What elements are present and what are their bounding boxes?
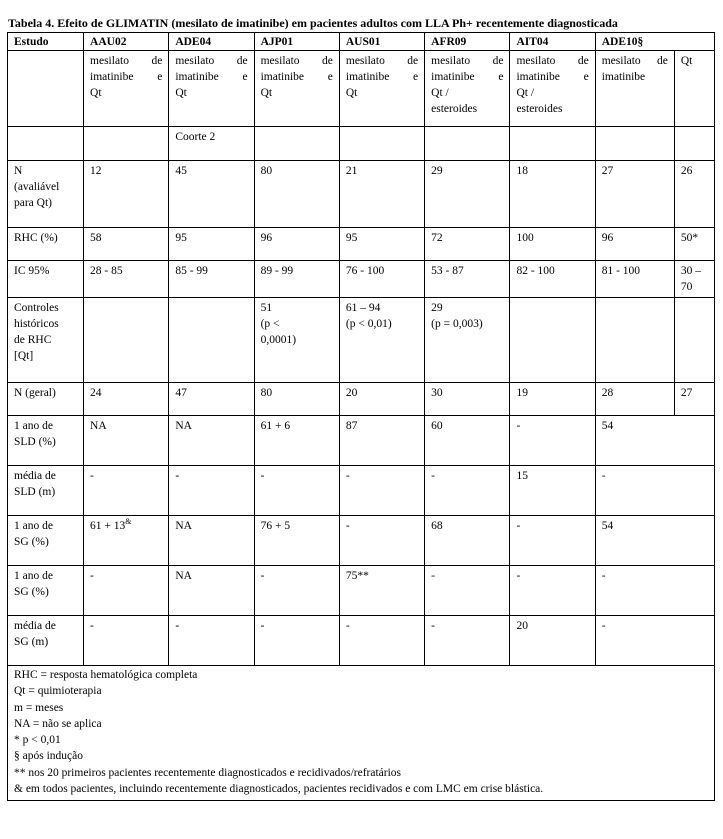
- table-cell: 89 - 99: [254, 261, 339, 298]
- header-col: ADE10§: [595, 33, 714, 51]
- table-cell: mesilato de imatinibe e Qt / esteroides: [425, 51, 510, 127]
- table-cell: 12: [84, 161, 169, 228]
- table-row: [8, 298, 715, 383]
- header-study: Estudo: [8, 33, 84, 51]
- table-cell: -: [339, 466, 424, 516]
- row-label: média de SLD (m): [8, 466, 84, 516]
- table-cell: 30: [425, 383, 510, 416]
- table-cell: mesilato de imatinibe e Qt: [339, 51, 424, 127]
- table-cell: 19: [510, 383, 595, 416]
- footnote: Qt = quimioterapia: [14, 685, 102, 698]
- table-cell: -: [595, 466, 714, 516]
- table-cell: NA: [169, 566, 254, 616]
- table-row: [8, 383, 715, 416]
- table-cell: 80: [254, 161, 339, 228]
- table-cell: -: [254, 466, 339, 516]
- table-cell: mesilato de imatinibe e Qt: [84, 51, 169, 127]
- table-cell: 45: [169, 161, 254, 228]
- table-cell: -: [84, 566, 169, 616]
- treatment-row: [8, 51, 715, 127]
- table-cell: -: [510, 566, 595, 616]
- table-cell: Coorte 2: [169, 127, 254, 161]
- results-table: [7, 32, 715, 801]
- table-cell: 54: [595, 516, 714, 566]
- footnotes: [8, 666, 715, 801]
- table-cell: mesilato de imatinibe e Qt / esteroides: [510, 51, 595, 127]
- table-cell: 47: [169, 383, 254, 416]
- table-cell: [339, 127, 424, 161]
- table-row: [8, 616, 715, 666]
- table-cell: 75**: [339, 566, 424, 616]
- table-cell: mesilato de imatinibe: [595, 51, 674, 127]
- header-col: ADE04: [169, 33, 254, 51]
- table-row: [8, 466, 715, 516]
- table-cell: 51 (p < 0,0001): [254, 298, 339, 383]
- table-cell: 61 + 13&: [84, 516, 169, 566]
- table-cell: 30 – 70: [674, 261, 714, 298]
- table-cell: 60: [425, 416, 510, 466]
- header-col: AJP01: [254, 33, 339, 51]
- table-cell: 72: [425, 228, 510, 261]
- table-cell: [595, 298, 674, 383]
- table-cell: 76 + 5: [254, 516, 339, 566]
- table-row: [8, 161, 715, 228]
- table-cell: 85 - 99: [169, 261, 254, 298]
- table-cell: -: [425, 466, 510, 516]
- table-cell: NA: [169, 516, 254, 566]
- footnote: ** nos 20 primeiros pacientes recentemente diagnosticados e recidivados/refratários: [14, 766, 402, 779]
- table-cell: 95: [339, 228, 424, 261]
- table-cell: -: [339, 616, 424, 666]
- table-cell: [674, 127, 714, 161]
- table-cell: 58: [84, 228, 169, 261]
- table-row: [8, 516, 715, 566]
- row-label: média de SG (m): [8, 616, 84, 666]
- table-cell: 24: [84, 383, 169, 416]
- table-cell: [8, 51, 84, 127]
- table-cell: -: [595, 616, 714, 666]
- table-cell: 26: [674, 161, 714, 228]
- table-cell: -: [84, 616, 169, 666]
- table-cell: 76 - 100: [339, 261, 424, 298]
- table-cell: 50*: [674, 228, 714, 261]
- table-cell: 20: [510, 616, 595, 666]
- table-cell: -: [425, 616, 510, 666]
- table-cell: 81 - 100: [595, 261, 674, 298]
- table-cell: -: [254, 616, 339, 666]
- table-cell: 100: [510, 228, 595, 261]
- footnote: * p < 0,01: [14, 734, 61, 747]
- table-cell: -: [84, 466, 169, 516]
- table-cell: Qt: [674, 51, 714, 127]
- table-cell: 68: [425, 516, 510, 566]
- table-row: [8, 416, 715, 466]
- table-cell: 53 - 87: [425, 261, 510, 298]
- table-cell: 28: [595, 383, 674, 416]
- table-cell: -: [339, 516, 424, 566]
- header-col: AFR09: [425, 33, 510, 51]
- row-label: N (avaliável para Qt): [8, 161, 84, 228]
- table-cell: 61 – 94 (p < 0,01): [339, 298, 424, 383]
- row-label: 1 ano de SLD (%): [8, 416, 84, 466]
- row-label: RHC (%): [8, 228, 84, 261]
- table-cell: [425, 127, 510, 161]
- table-cell: [510, 127, 595, 161]
- table-cell: 80: [254, 383, 339, 416]
- table-cell: [254, 127, 339, 161]
- table-cell: NA: [169, 416, 254, 466]
- table-cell: -: [169, 616, 254, 666]
- table-cell: [84, 298, 169, 383]
- table-cell: [510, 298, 595, 383]
- table-cell: 28 - 85: [84, 261, 169, 298]
- table-cell: [169, 298, 254, 383]
- table-cell: 82 - 100: [510, 261, 595, 298]
- table-cell: -: [254, 566, 339, 616]
- row-label: Controles históricos de RHC [Qt]: [8, 298, 84, 383]
- footnote: § após indução: [14, 750, 83, 763]
- table-cell: 87: [339, 416, 424, 466]
- table-cell: NA: [84, 416, 169, 466]
- table-cell: mesilato de imatinibe e Qt: [169, 51, 254, 127]
- table-cell: 15: [510, 466, 595, 516]
- table-cell: [8, 127, 84, 161]
- table-cell: -: [510, 416, 595, 466]
- table-cell: 54: [595, 416, 714, 466]
- table-row: [8, 566, 715, 616]
- table-cell: 21: [339, 161, 424, 228]
- header-col: AAU02: [84, 33, 169, 51]
- header-col: AIT04: [510, 33, 595, 51]
- footnote: m = meses: [14, 701, 64, 714]
- table-cell: [595, 127, 674, 161]
- footnote: NA = não se aplica: [14, 717, 102, 730]
- table-cell: -: [169, 466, 254, 516]
- table-cell: 96: [254, 228, 339, 261]
- row-label: IC 95%: [8, 261, 84, 298]
- row-label: 1 ano de SG (%): [8, 516, 84, 566]
- table-cell: 20: [339, 383, 424, 416]
- table-cell: -: [425, 566, 510, 616]
- table-cell: 18: [510, 161, 595, 228]
- header-col: AUS01: [339, 33, 424, 51]
- row-label: N (geral): [8, 383, 84, 416]
- footnote: & em todos pacientes, incluindo recentemente diagnosticados, pacientes recidivados e com LMC em crise blástica.: [14, 783, 544, 796]
- header-row: [8, 33, 715, 51]
- cohort-row: [8, 127, 715, 161]
- table-cell: 96: [595, 228, 674, 261]
- table-cell: -: [510, 516, 595, 566]
- table-cell: 95: [169, 228, 254, 261]
- table-cell: [84, 127, 169, 161]
- table-row: [8, 228, 715, 261]
- table-cell: -: [595, 566, 714, 616]
- table-cell: 29: [425, 161, 510, 228]
- table-cell: 29 (p = 0,003): [425, 298, 510, 383]
- table-cell: 27: [674, 383, 714, 416]
- footnote: RHC = resposta hematológica completa: [14, 669, 198, 681]
- table-caption: Tabela 4. Efeito de GLIMATIN (mesilato de imatinibe) em pacientes adultos com LLA Ph+ recentemente diagnosticada: [8, 16, 618, 30]
- row-label: 1 ano de SG (%): [8, 566, 84, 616]
- table-cell: 27: [595, 161, 674, 228]
- table-cell: 61 + 6: [254, 416, 339, 466]
- table-row: [8, 261, 715, 298]
- footnotes-row: [8, 666, 715, 801]
- table-cell: mesilato de imatinibe e Qt: [254, 51, 339, 127]
- table-cell: [674, 298, 714, 383]
